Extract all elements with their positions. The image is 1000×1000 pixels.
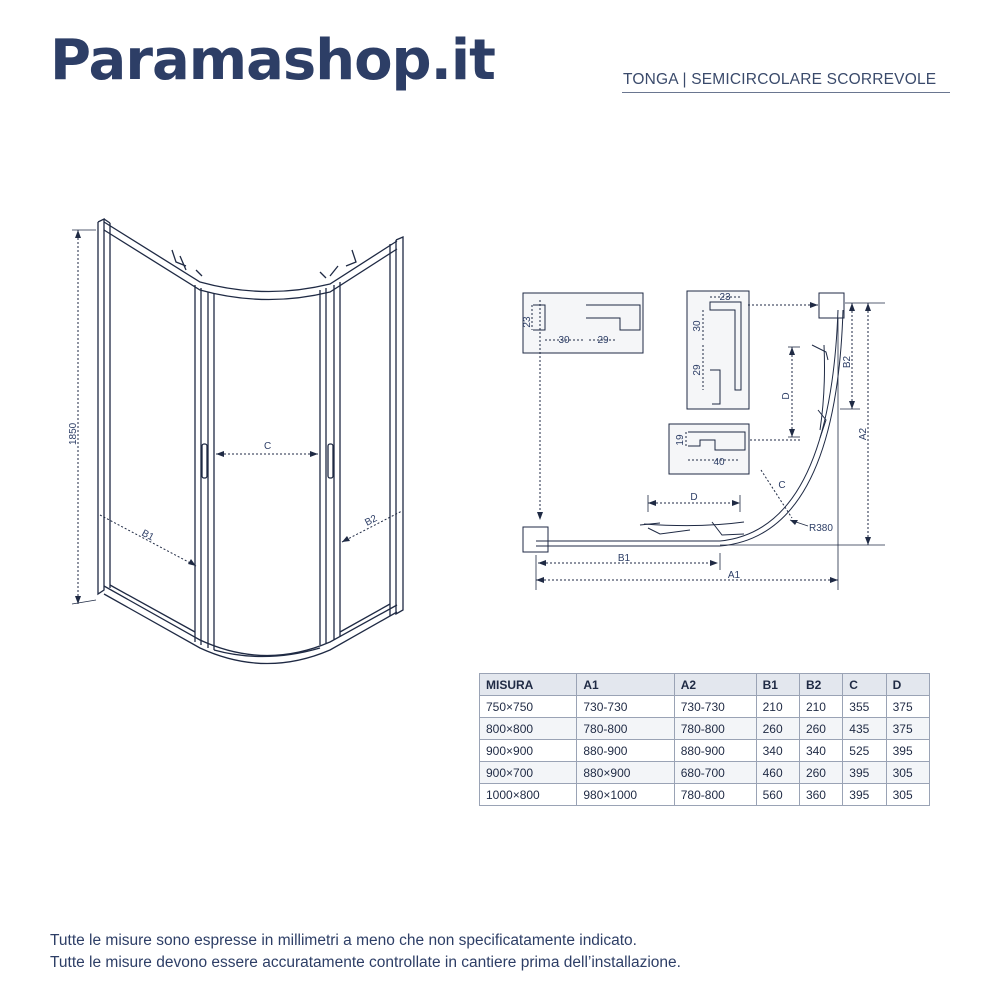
table-cell: 730-730 (577, 696, 674, 718)
detail3-40: 40 (713, 457, 725, 468)
table-cell: 210 (799, 696, 842, 718)
table-row (480, 696, 930, 718)
detail2-29: 29 (692, 364, 703, 376)
table-cell: 395 (843, 784, 886, 806)
col-header: A1 (577, 674, 674, 696)
table-cell: 780-800 (674, 784, 756, 806)
table-row (480, 784, 930, 806)
table-row (480, 740, 930, 762)
plan-d-horizontal: D (690, 492, 698, 503)
table-row (480, 718, 930, 740)
table-cell: 880×900 (577, 762, 674, 784)
detail1-29: 29 (597, 335, 609, 346)
height-label: 1850 (68, 422, 79, 445)
table-cell: 880-900 (674, 740, 756, 762)
table-cell: 460 (756, 762, 799, 784)
plan-r380: R380 (809, 523, 833, 534)
table-cell: 780-800 (577, 718, 674, 740)
table-header-row (480, 674, 930, 696)
table-cell: 355 (843, 696, 886, 718)
table-cell: 680-700 (674, 762, 756, 784)
table-cell: 435 (843, 718, 886, 740)
table-cell: 780-800 (674, 718, 756, 740)
table-cell: 525 (843, 740, 886, 762)
table-cell: 1000×800 (480, 784, 577, 806)
plan-b2: B2 (842, 355, 853, 369)
table-cell: 900×900 (480, 740, 577, 762)
b2-label: B2 (363, 513, 380, 529)
footer-note-1: Tutte le misure sono espresse in millimetri a meno che non specificatamente indicato. (50, 932, 637, 949)
table-cell: 340 (799, 740, 842, 762)
b1-label: B1 (139, 527, 156, 544)
table-cell: 340 (756, 740, 799, 762)
table-cell: 260 (799, 762, 842, 784)
table-cell: 260 (799, 718, 842, 740)
table-row (480, 762, 930, 784)
table-cell: 375 (886, 696, 929, 718)
measurements-table (479, 673, 930, 806)
table-cell: 880-900 (577, 740, 674, 762)
col-header: D (886, 674, 929, 696)
plan-b1: B1 (617, 553, 631, 564)
table-cell: 900×700 (480, 762, 577, 784)
plan-a1: A1 (727, 570, 741, 581)
table-cell: 800×800 (480, 718, 577, 740)
brand-logo: Paramashop.it (50, 28, 495, 93)
table-cell: 260 (756, 718, 799, 740)
detail1-23: 23 (522, 316, 533, 328)
detail3-19: 19 (675, 434, 686, 446)
table-cell: 305 (886, 762, 929, 784)
table-cell: 305 (886, 784, 929, 806)
col-header: C (843, 674, 886, 696)
table-cell: 395 (843, 762, 886, 784)
col-header: B1 (756, 674, 799, 696)
table-cell: 210 (756, 696, 799, 718)
detail2-30: 30 (692, 320, 703, 332)
col-header: B2 (799, 674, 842, 696)
product-subtitle: TONGA | SEMICIRCOLARE SCORREVOLE (623, 71, 937, 88)
table-cell: 395 (886, 740, 929, 762)
c-label: C (264, 441, 272, 452)
table-cell: 980×1000 (577, 784, 674, 806)
table-cell: 375 (886, 718, 929, 740)
plan-a2: A2 (858, 427, 869, 441)
detail1-30: 30 (558, 335, 570, 346)
col-header: A2 (674, 674, 756, 696)
plan-c: C (778, 480, 786, 491)
table-cell: 750×750 (480, 696, 577, 718)
col-header: MISURA (480, 674, 577, 696)
footer-note-2: Tutte le misure devono essere accuratamente controllate in cantiere prima dell’installazione. (50, 954, 681, 971)
table-cell: 560 (756, 784, 799, 806)
table-cell: 730-730 (674, 696, 756, 718)
table-cell: 360 (799, 784, 842, 806)
detail2-23: 23 (719, 292, 731, 303)
plan-d-vertical: D (781, 392, 792, 400)
